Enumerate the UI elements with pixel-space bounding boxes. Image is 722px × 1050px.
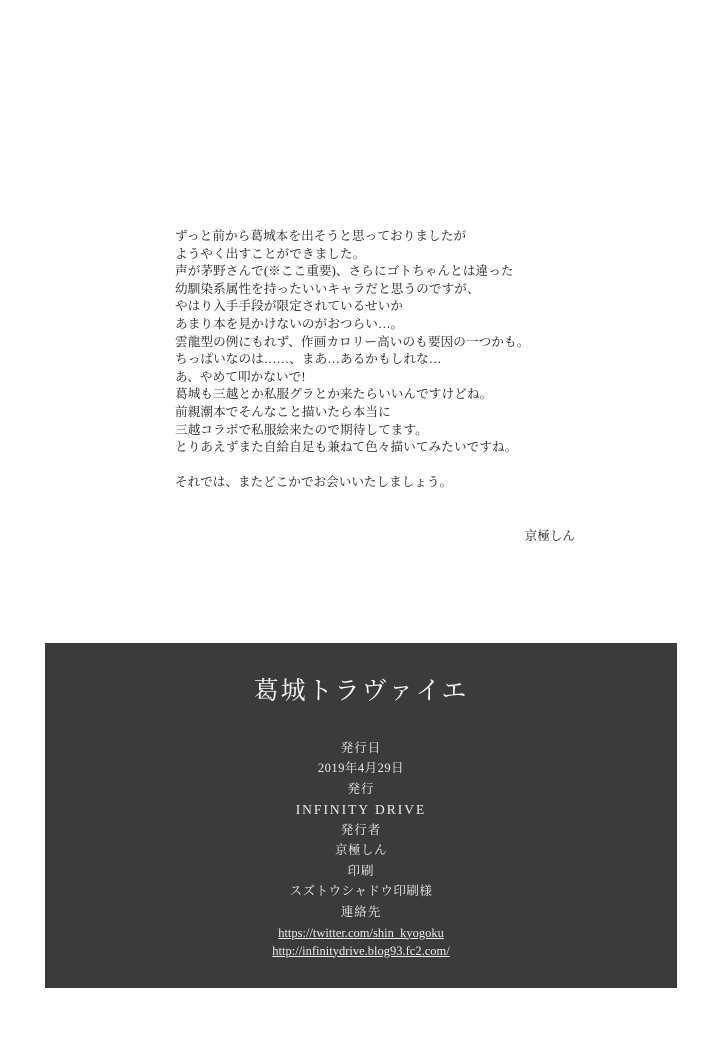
colophon-entry-label: 発行日 <box>340 741 382 755</box>
twitter-link[interactable]: https://twitter.com/shin_kyogoku <box>278 925 444 940</box>
afterword-line: 三越コラボで私服絵来たので期待してます。 <box>175 422 428 437</box>
colophon-entry-value: スズトウシャドウ印刷様 <box>289 883 433 898</box>
colophon-contact-label: 連絡先 <box>340 905 382 919</box>
colophon-entry-value: 2019年4月29日 <box>317 760 405 775</box>
contact-links <box>45 924 677 960</box>
afterword-line: ようやく出すことができました。 <box>175 246 366 261</box>
colophon-panel <box>45 643 677 988</box>
colophon-entry-label: 発行 <box>347 782 375 796</box>
afterword-line: ちっぱいなのは……、まあ…あるかもしれな… <box>175 352 442 367</box>
afterword-closing-line: それでは、またどこかでお会いいたしましょう。 <box>175 474 453 489</box>
afterword-line: 幼馴染系属性を持ったいいキャラだと思うのですが、 <box>175 281 480 296</box>
colophon-entry-label: 発行者 <box>340 823 382 837</box>
author-signature: 京極しん <box>524 529 575 543</box>
afterword-line: あまり本を見かけないのがおつらい…。 <box>175 316 404 331</box>
afterword-line: 声が茅野さんで(※ここ重要)、さらにゴトちゃんとは違った <box>175 264 514 279</box>
afterword-line: 前親潮本でそんなこと描いたら本当に <box>175 404 391 419</box>
colophon-entry-publisher <box>45 780 677 819</box>
colophon-entry-contact <box>45 903 677 960</box>
afterword-line: やはり入手手段が限定されているせいか <box>175 299 404 314</box>
book-title: 葛城トラヴァイエ <box>253 678 469 705</box>
afterword-line: 雲龍型の例にもれず、作画カロリー高いのも要因の一つかも。 <box>175 334 530 349</box>
colophon-entry-printer <box>45 862 677 901</box>
blog-link[interactable]: http://infinitydrive.blog93.fc2.com/ <box>272 943 450 958</box>
colophon-entry-value: 京極しん <box>334 842 387 857</box>
afterword-line: ずっと前から葛城本を出そうと思っておりましたが <box>175 229 467 243</box>
afterword-line: 葛城も三越とか私服グラとか来たらいいんですけどね。 <box>175 387 493 402</box>
afterword-line: あ、やめて叩かないで! <box>175 369 306 384</box>
colophon-entry-publication-date <box>45 739 677 778</box>
afterword-text-block <box>175 228 575 491</box>
colophon-entry-value: INFINITY DRIVE <box>295 801 427 817</box>
colophon-entry-label: 印刷 <box>347 864 375 878</box>
colophon-details <box>45 739 677 960</box>
afterword-line: とりあえずまた自給自足も兼ねて色々描いてみたいですね。 <box>175 440 518 455</box>
colophon-entry-author <box>45 821 677 860</box>
